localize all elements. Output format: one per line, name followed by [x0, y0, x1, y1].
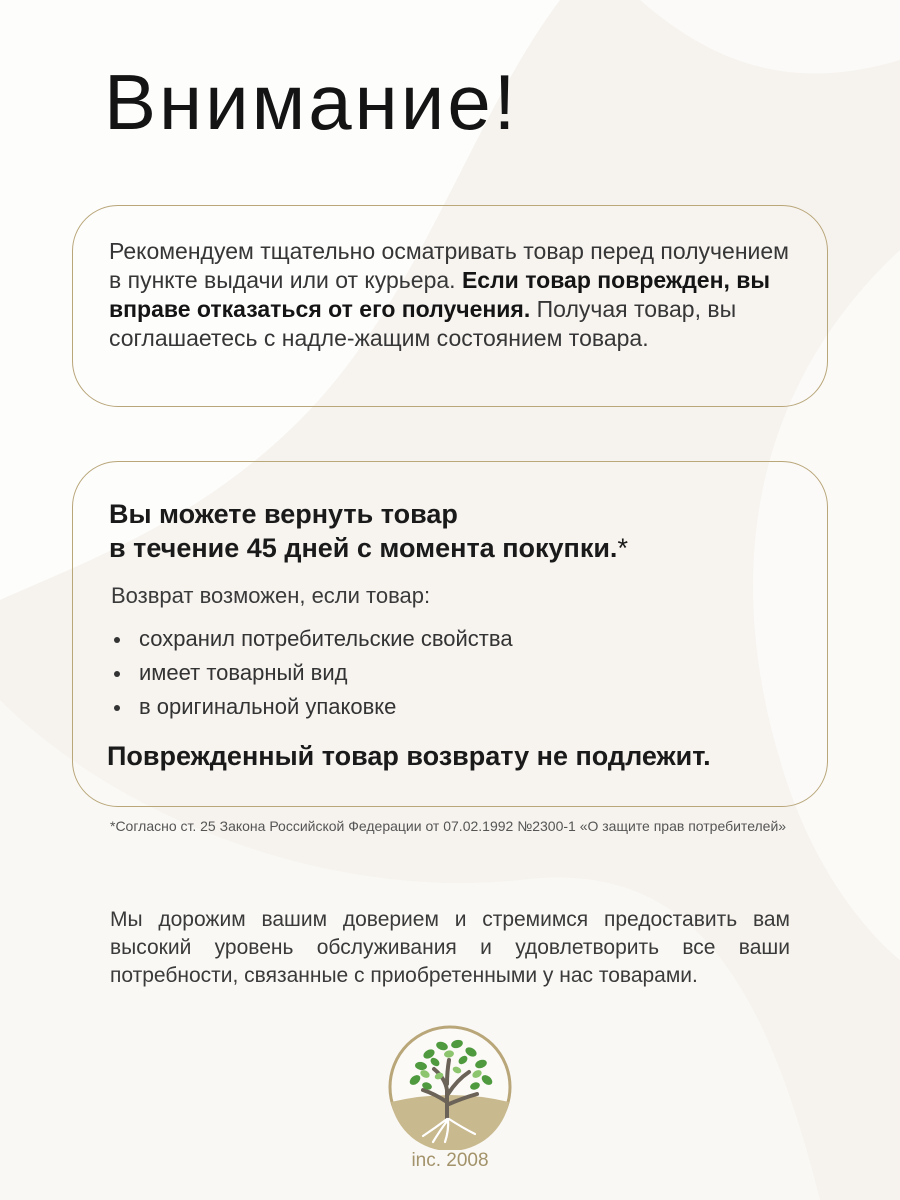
return-heading-line2: в течение 45 дней с момента покупки. — [109, 533, 618, 563]
return-conditions-intro: Возврат возможен, если товар: — [111, 583, 431, 608]
condition-item — [111, 622, 513, 656]
bullet-icon — [114, 637, 120, 643]
return-heading — [109, 497, 628, 565]
damaged-goods-note: Поврежденный товар возврату не подлежит. — [107, 741, 711, 771]
logo-caption: inc. 2008 — [411, 1150, 489, 1171]
inspection-notice-text — [109, 237, 799, 353]
inspection-text-start: Рекомендуем тщательно осматривать товар перед получением в пункте выдачи или от курьера. — [109, 238, 789, 293]
return-policy-card — [72, 461, 828, 807]
bullet-icon — [114, 705, 120, 711]
bullet-icon — [114, 671, 120, 677]
return-heading-line1: Вы можете вернуть товар — [109, 499, 458, 529]
footnote-mark: * — [617, 533, 628, 563]
page-title: Внимание! — [104, 58, 519, 146]
closing-statement: Мы дорожим вашим доверием и стремимся предоставить вам высокий уровень обслуживания и удовлетворить все ваши потребности, связанные с приобретенными у нас товарами. — [110, 908, 790, 987]
condition-text: в оригинальной упаковке — [139, 694, 397, 719]
return-conditions-list — [111, 622, 513, 724]
condition-item — [111, 656, 513, 690]
inspection-notice-card — [72, 205, 828, 407]
condition-text: имеет товарный вид — [139, 660, 348, 685]
inspection-text-bold: Если товар поврежден, вы вправе отказаться от его получения. — [109, 267, 771, 322]
condition-text: сохранил потребительские свойства — [139, 626, 513, 651]
condition-item — [111, 690, 513, 724]
inspection-text-end: Получая товар, вы соглашаетесь с надле-жащим состоянием товара. — [109, 296, 737, 351]
tree-icon — [387, 1024, 513, 1150]
legal-footnote: *Согласно ст. 25 Закона Российской Федерации от 07.02.1992 №2300-1 «О защите прав потребителей» — [110, 818, 787, 834]
